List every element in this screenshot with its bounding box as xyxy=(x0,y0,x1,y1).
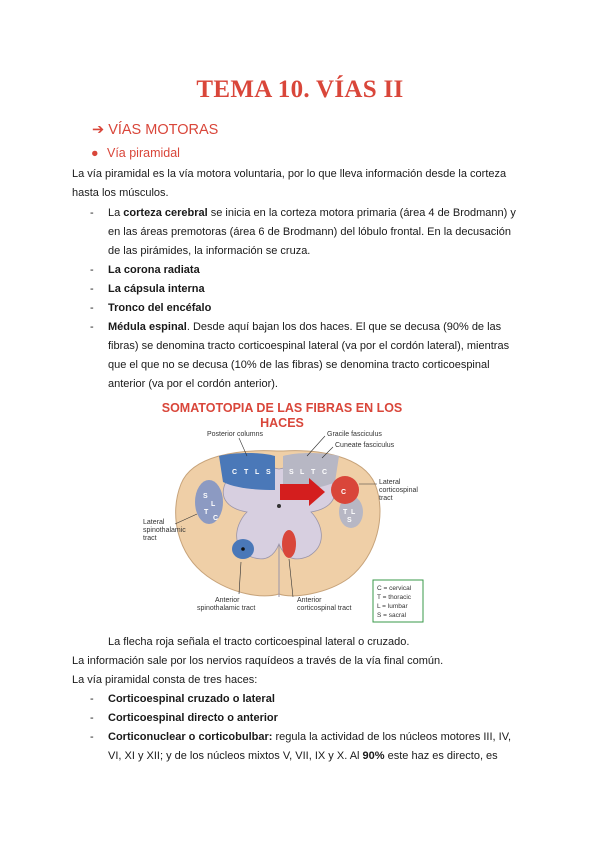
spinal-cord-diagram xyxy=(137,394,427,626)
letter-t: T xyxy=(343,509,348,516)
figure-title-line-2: HACES xyxy=(260,416,304,430)
label-anterior-st-1: Anterior xyxy=(215,597,240,604)
list-text-bold: La corona radiata xyxy=(108,264,200,276)
list-text: regula la actividad de los núcleos motores III, IV, xyxy=(272,731,512,743)
arrow-icon: ➔ xyxy=(92,122,105,138)
letter-s: S xyxy=(289,469,294,476)
list-text: VI, XI y XII; y de los núcleos mixtos V, VII, IX y X. Al xyxy=(108,750,363,762)
list-text: que el que no se decusa (10% de las fibras) se denomina tracto corticoespinal xyxy=(108,359,490,371)
dash-bullet: - xyxy=(90,207,94,219)
label-posterior-columns: Posterior columns xyxy=(207,431,264,438)
central-canal xyxy=(277,504,281,508)
label-lateral-cs-2: corticospinal xyxy=(379,487,418,494)
letter-t: T xyxy=(311,469,316,476)
dash-bullet: - xyxy=(90,283,94,295)
intro-line-1: La vía piramidal es la vía motora voluntaria, por lo que lleva información desde la corteza xyxy=(72,168,507,180)
dash-bullet: - xyxy=(90,302,94,314)
letter-l: L xyxy=(351,509,356,516)
anterior-corticospinal-region xyxy=(282,530,296,558)
label-lateral-st-2: spinothalamic xyxy=(143,527,186,534)
letter-l: L xyxy=(255,469,260,476)
section-heading-label: VÍAS MOTORAS xyxy=(108,122,219,138)
list-text: La xyxy=(108,207,124,219)
list-text-bold: Médula espinal xyxy=(108,321,187,333)
list-text-bold: Corticoespinal directo o anterior xyxy=(108,712,278,724)
dash-bullet: - xyxy=(90,264,94,276)
list-text-bold: 90% xyxy=(362,750,385,762)
letter-s: S xyxy=(203,493,208,500)
letter-s: S xyxy=(266,469,271,476)
list-text: se inicia en la corteza motora primaria (área 4 de Brodmann) y xyxy=(207,207,516,219)
label-lateral-cs-1: Lateral xyxy=(379,479,401,486)
legend-thoracic: T = thoracic xyxy=(377,594,412,601)
label-cuneate-fasciculus: Cuneate fasciculus xyxy=(335,442,395,449)
list-text: de las pirámides, la información se cruza. xyxy=(108,245,311,257)
lateral-spinothalamic-region xyxy=(195,480,223,524)
figure-caption: La flecha roja señala el tracto corticoespinal lateral o cruzado. xyxy=(108,636,410,648)
letter-c: C xyxy=(232,469,238,476)
intro-line-2: hasta los músculos. xyxy=(72,187,169,199)
paragraph: La vía piramidal consta de tres haces: xyxy=(72,674,258,686)
list-text-bold: Tronco del encéfalo xyxy=(108,302,212,314)
letter-l: L xyxy=(211,501,216,508)
label-lateral-st-1: Lateral xyxy=(143,519,165,526)
subsection-heading xyxy=(91,146,180,160)
list-text-bold: La cápsula interna xyxy=(108,283,205,295)
label-lateral-st-3: tract xyxy=(143,535,157,542)
label-anterior-st-2: spinothalamic tract xyxy=(197,605,256,612)
page-title: TEMA 10. VÍAS II xyxy=(196,76,404,103)
letter-l: L xyxy=(300,469,305,476)
letter-t: T xyxy=(244,469,249,476)
letter-s: S xyxy=(347,517,352,524)
label-lateral-cs-3: tract xyxy=(379,495,393,502)
label-anterior-cs-2: corticospinal tract xyxy=(297,605,352,612)
nucleus-dot xyxy=(241,547,245,551)
list-text-bold: corteza cerebral xyxy=(123,207,208,219)
dash-bullet: - xyxy=(90,712,94,724)
list-text-bold: Corticoespinal cruzado o lateral xyxy=(108,693,275,705)
label-anterior-cs-1: Anterior xyxy=(297,597,322,604)
list-text-bold: Corticonuclear o corticobulbar: xyxy=(108,731,273,743)
section-heading xyxy=(92,122,218,138)
subsection-heading-label: Vía piramidal xyxy=(107,146,180,160)
list-text: en las áreas premotoras (área 6 de Brodmann) del lóbulo frontal. En la decusación xyxy=(108,226,511,238)
list-text: anterior (va por el cordón anterior). xyxy=(108,378,278,390)
label-gracile-fasciculus: Gracile fasciculus xyxy=(327,431,382,438)
letter-c: C xyxy=(213,515,219,522)
dash-bullet: - xyxy=(90,731,94,743)
dash-bullet: - xyxy=(90,321,94,333)
figure-title-line-1: SOMATOTOPIA DE LAS FIBRAS EN LOS xyxy=(161,401,403,415)
paragraph: La información sale por los nervios raquídeos a través de la vía final común. xyxy=(72,655,444,667)
letter-c: C xyxy=(341,489,347,496)
letter-c: C xyxy=(322,469,328,476)
dash-bullet: - xyxy=(90,693,94,705)
legend-lumbar: L = lumbar xyxy=(377,603,408,610)
bullet-icon: ● xyxy=(91,146,99,160)
list-text: fibras) se denomina tracto corticoespinal lateral (va por el cordón lateral), mientras xyxy=(108,340,510,352)
list-text: . Desde aquí bajan los dos haces. El que se decusa (90% de las xyxy=(186,321,502,333)
letter-t: T xyxy=(204,509,209,516)
list-text: este haz es directo, es xyxy=(384,750,498,762)
legend-cervical: C = cervical xyxy=(377,585,412,592)
spinal-cord-figure xyxy=(137,394,427,626)
legend-sacral: S = sacral xyxy=(377,612,407,619)
